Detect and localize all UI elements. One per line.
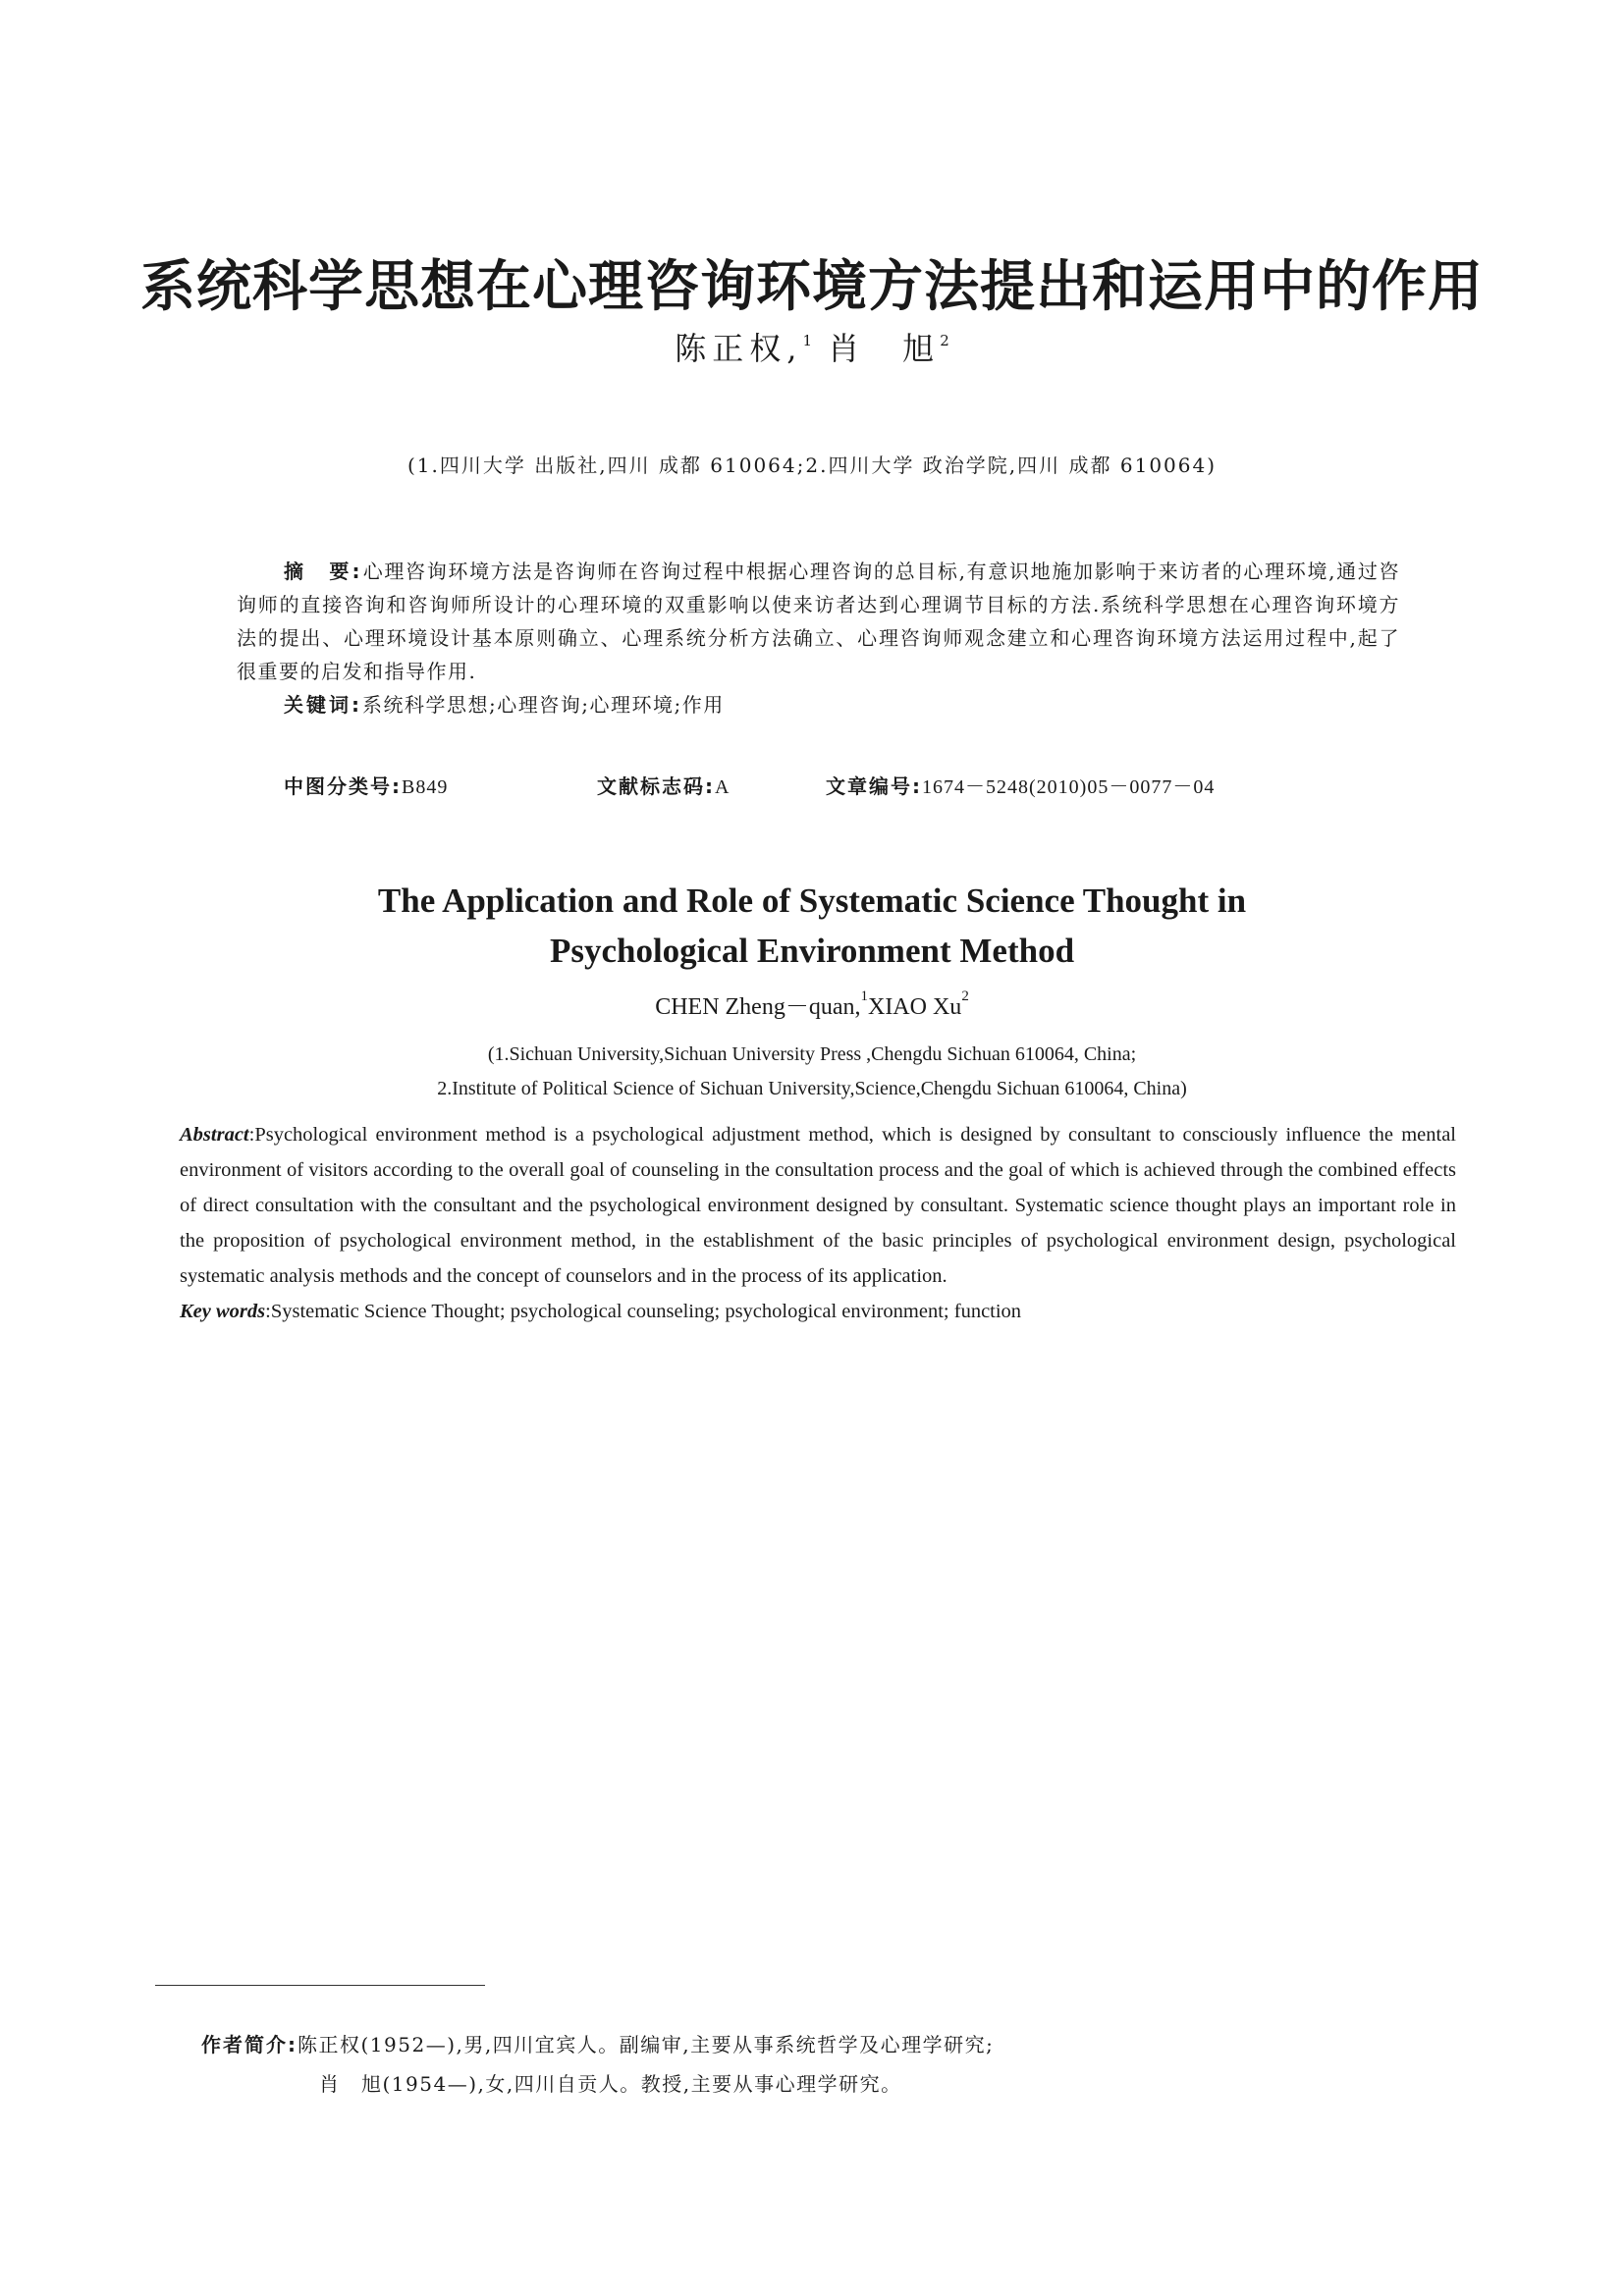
english-title-line-1: The Application and Role of Systematic Science Thought in [377,881,1247,920]
english-affiliation-line-2: 2.Institute of Political Science of Sichuan University,Science,Chengdu Sichuan 610064, China) [437,1078,1187,1099]
english-keywords-separator: : [265,1301,271,1322]
article-number [826,771,1215,799]
chinese-affiliation: (1.四川大学 出版社,四川 成都 610064;2.四川大学 政治学院,四川 成都 610064) [406,454,1218,477]
english-abstract [180,1117,1456,1329]
english-author-1: CHEN Zheng－quan, [655,994,861,1020]
document-code-value: A [715,776,731,798]
chinese-keywords-label: 关键词: [284,693,362,717]
clc-label: 中图分类号: [284,774,402,798]
english-keywords [180,1294,1456,1329]
english-title-line-2: Psychological Environment Method [549,932,1075,970]
english-affiliation-line-1: (1.Sichuan University,Sichuan University Press ,Chengdu Sichuan 610064, China; [487,1043,1137,1065]
english-author-2: XIAO Xu [867,994,962,1020]
chinese-author-2: 肖 旭 [828,330,941,367]
english-abstract-text: Psychological environment method is a psychological adjustment method, which is designed by consultant to consciously influence the mental environment of visitors according to the overall goal of counseling in the consultation process and the goal of which is achieved through the combined effects of direct consultation with the consultant and the psychological environment designed by consultant. Systematic science thought plays an important role in the proposition of psychological environment method, in the establishment of the basic principles of psychological environment design, psychological systematic analysis methods and the concept of counselors and in the process of its application. [180,1124,1456,1287]
footnote-divider [155,1985,485,1986]
document-code [597,771,730,799]
footnote-author-1: 陈正权(1952—),男,四川宜宾人。副编审,主要从事系统哲学及心理学研究; [298,2033,995,2056]
english-author-2-affil-mark: 2 [961,988,969,1004]
footnote-author-2: 肖 旭(1954—),女,四川自贡人。教授,主要从事心理学研究。 [319,2072,902,2096]
footnote-line-1 [201,2025,994,2064]
english-author-1-affil-mark: 1 [860,988,868,1004]
english-keywords-label: Key words [180,1301,266,1322]
english-keywords-text: Systematic Science Thought; psychological counseling; psychological environment; function [270,1301,1022,1322]
chinese-keywords-text: 系统科学思想;心理咨询;心理环境;作用 [362,693,725,717]
english-title [0,876,1624,976]
clc-number [284,771,448,799]
english-abstract-paragraph [180,1117,1456,1294]
document-code-label: 文献标志码: [597,774,715,798]
chinese-abstract-label: 摘 要: [284,560,363,583]
chinese-authors [0,324,1624,369]
chinese-title: 系统科学思想在心理咨询环境方法提出和运用中的作用 [140,254,1484,319]
chinese-abstract-paragraph [237,555,1400,688]
chinese-abstract-text: 心理咨询环境方法是咨询师在咨询过程中根据心理咨询的总目标,有意识地施加影响于来访者的心理环境,通过咨询师的直接咨询和咨询师所设计的心理环境的双重影响以使来访者达到心理调节目标的方法.系统科学思想在心理咨询环境方法的提出、心理环境设计基本原则确立、心理系统分析方法确立、心理咨询师观念建立和心理咨询环境方法运用过程中,起了很重要的启发和指导作用. [237,560,1401,683]
english-abstract-label: Abstract [180,1124,249,1146]
author-footnote [201,2025,994,2104]
article-number-value: 1674－5248(2010)05－0077－04 [922,776,1216,798]
english-abstract-separator: : [248,1124,255,1146]
article-number-label: 文章编号: [826,774,922,798]
footnote-label: 作者简介: [201,2033,298,2056]
chinese-author-2-affil-mark: 2 [940,332,949,349]
english-affiliation [0,1038,1624,1106]
chinese-author-1: 陈正权, [675,330,803,367]
chinese-author-1-affil-mark: 1 [802,332,812,349]
english-authors [0,987,1624,1021]
chinese-keywords [237,688,1400,721]
chinese-abstract [237,555,1400,721]
clc-value: B849 [402,776,449,798]
